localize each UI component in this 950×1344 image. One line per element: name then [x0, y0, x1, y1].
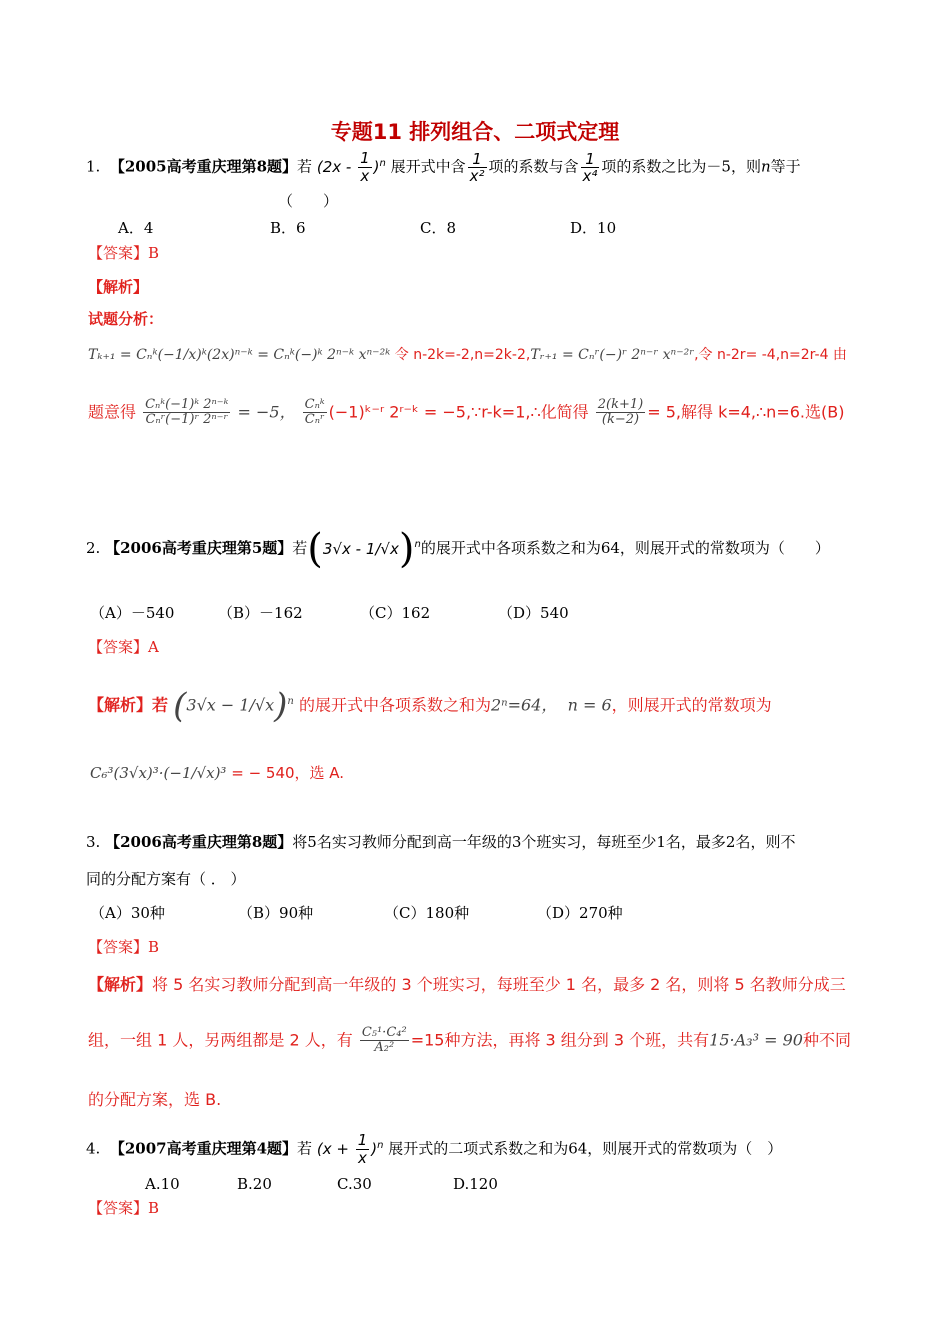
option-a: （A）－540 — [90, 604, 175, 622]
expression — [316, 149, 386, 185]
fraction — [356, 1132, 370, 1166]
option-a: A.10 — [145, 1175, 180, 1193]
formula: 2ⁿ=64， — [490, 695, 558, 715]
option-c: C.30 — [337, 1175, 372, 1193]
question-4-stem — [86, 1132, 782, 1166]
question-source: 【2006高考重庆理第5题】 — [105, 539, 293, 557]
analysis-line-1 — [88, 972, 846, 995]
analysis-text: ,令 n-2r= -4,n=2r-4 由 — [694, 347, 847, 363]
stem-text: 若 — [292, 539, 308, 557]
paren-close: ) — [274, 686, 288, 726]
analysis-label: 【解析】 — [88, 695, 153, 715]
formula: 15·A₃³ = 90 — [709, 1030, 803, 1050]
exponent: n — [379, 157, 386, 169]
denominator: x — [356, 1149, 370, 1167]
numerator: Cₙᵏ — [304, 397, 325, 412]
denominator: (k−2) — [596, 412, 645, 427]
stem-text: 展开式的二项式系数之和为64，则展开式的常数项为（ ） — [388, 1139, 783, 1158]
variable-n: n — [760, 157, 771, 176]
page-title: 专题11 排列组合、二项式定理 — [330, 120, 620, 144]
paren-close: ) — [398, 526, 415, 572]
analysis-text: 将 5 名实习教师分配到高一年级的 3 个班实习，每班至少 1 名，最多 2 名，则将 5 名教师分成三 — [152, 975, 846, 994]
question-number: 4. — [86, 1139, 101, 1158]
analysis-text: = − 540，选 A. — [231, 764, 345, 782]
option-d: （D）270种 — [537, 904, 623, 922]
numerator: 1 — [585, 149, 595, 168]
stem-text: 项的系数与含 — [488, 157, 579, 176]
option-d: （D）540 — [498, 604, 569, 622]
option-c: C．8 — [420, 219, 457, 237]
question-number: 1. — [86, 157, 101, 176]
option-a: A．4 — [118, 219, 154, 237]
analysis-line-1 — [88, 344, 847, 364]
question-3-stem-cont: 同的分配方案有（ ． ） — [86, 870, 246, 888]
option-b: （B）90种 — [238, 904, 314, 922]
question-source: 【2007高考重庆理第4题】 — [109, 1139, 298, 1158]
fraction — [468, 151, 487, 185]
denominator: A₂² — [360, 1040, 409, 1055]
option-b: B.20 — [237, 1175, 272, 1193]
question-number: 3. — [86, 833, 101, 851]
fraction — [581, 151, 600, 185]
analysis-line-3: 的分配方案，选 B. — [88, 1090, 222, 1109]
question-source: 【2006高考重庆理第8题】 — [105, 833, 293, 851]
question-3-stem — [86, 831, 795, 853]
stem-text: 的展开式中各项系数之和为64，则展开式的常数项为（ ） — [420, 539, 830, 557]
analysis-line-2 — [88, 1026, 851, 1056]
fraction — [303, 398, 327, 428]
formula: = −5， — [237, 402, 296, 422]
stem-text: 若 — [297, 157, 313, 176]
numerator: 1 — [472, 149, 482, 168]
numerator: 1 — [357, 1131, 368, 1149]
expression: (x + $\frac{1}{x}$ )$^n$ — [316, 1131, 384, 1167]
analysis-text: 组，一组 1 人，另两组都是 2 人，有 — [88, 1030, 353, 1050]
option-c: （C）180种 — [384, 904, 470, 922]
analysis-label: 【解析】 — [88, 278, 149, 296]
denominator: x⁴ — [582, 167, 598, 185]
denominator: Cₙʳ — [303, 412, 327, 427]
numerator: 1 — [360, 149, 370, 167]
option-b: （B）－162 — [218, 604, 303, 622]
question-source: 【2005高考重庆理第8题】 — [109, 157, 298, 176]
fraction — [358, 150, 372, 184]
formula: 3√x − 1/√x — [186, 695, 275, 715]
numerator: Cₙᵏ(−1)ᵏ 2ⁿ⁻ᵏ — [145, 397, 229, 412]
analysis-text: 题意得 — [88, 402, 137, 422]
stem-text: 展开式中含 — [390, 157, 466, 176]
fraction — [360, 1026, 409, 1056]
analysis-text: 种不同 — [802, 1030, 851, 1050]
analysis-label: 【解析】 — [88, 975, 153, 994]
formula: Tᵣ₊₁ = Cₙʳ(−)ʳ 2ⁿ⁻ʳ xⁿ⁻²ʳ — [530, 347, 695, 363]
analysis-text: (−1)ᵏ⁻ʳ 2ʳ⁻ᵏ = −5,∵r-k=1,∴化简得 — [328, 402, 589, 422]
analysis-line-1 — [88, 686, 772, 726]
analysis-line-2 — [90, 762, 344, 783]
exponent: n — [414, 539, 421, 550]
numerator: 2(k+1) — [597, 397, 644, 412]
answer-label: 【答案】A — [88, 638, 159, 656]
analysis-text: 的展开式中各项系数之和为 — [298, 695, 491, 715]
option-d: D．10 — [570, 219, 617, 237]
analysis-text: ，则展开式的常数项为 — [611, 695, 772, 715]
analysis-text: 若 — [152, 695, 169, 715]
answer-label: 【答案】B — [88, 938, 160, 956]
expr-text: (2x - — [316, 157, 357, 176]
analysis-text: =15种方法，再将 3 组分到 3 个班，共有 — [410, 1030, 710, 1050]
option-c: （C）162 — [360, 604, 431, 622]
option-a: （A）30种 — [90, 904, 165, 922]
denominator: Cₙʳ(−1)ʳ 2ⁿ⁻ʳ — [143, 412, 230, 427]
stem-text: 项的系数之比为－5，则 — [601, 157, 761, 176]
option-d: D.120 — [453, 1175, 498, 1193]
question-1-stem — [86, 150, 801, 185]
expr-close: ) — [373, 157, 380, 176]
option-b: B．6 — [270, 219, 306, 237]
analysis-line-2 — [88, 398, 844, 428]
denominator: x — [358, 167, 372, 185]
answer-label: 【答案】B — [88, 1199, 160, 1217]
answer-paren: （ ） — [278, 192, 339, 210]
stem-text: 将5名实习教师分配到高一年级的3个班实习，每班至少1名，最多2名，则不 — [292, 833, 796, 851]
expression: 3√x - 1/√x — [322, 540, 399, 558]
analysis-heading: 试题分析： — [88, 310, 164, 328]
formula: n = 6 — [567, 695, 612, 715]
fraction — [596, 398, 645, 428]
answer-label: 【答案】B — [88, 244, 160, 262]
denominator: x² — [469, 167, 485, 185]
numerator: C₅¹·C₄² — [361, 1025, 407, 1040]
exponent: n — [287, 696, 294, 708]
formula: Tₖ₊₁ = Cₙᵏ(−1/x)ᵏ(2x)ⁿ⁻ᵏ = Cₙᵏ(−)ᵏ 2ⁿ⁻ᵏ xⁿ⁻²ᵏ — [88, 347, 391, 363]
exponent: n — [377, 1139, 384, 1151]
analysis-text: 令 n-2k=-2,n=2k-2, — [394, 347, 531, 363]
stem-text: 若 — [297, 1139, 313, 1158]
stem-text: 等于 — [770, 157, 801, 176]
question-2-stem — [86, 526, 830, 572]
formula: C₆³(3√x)³·(−1/√x)³ — [90, 764, 227, 782]
paren-open: ( — [173, 686, 187, 726]
analysis-text: = 5,解得 k=4,∴n=6.选(B) — [647, 402, 845, 422]
fraction — [143, 398, 230, 428]
paren-open: ( — [307, 526, 323, 572]
question-number: 2. — [86, 539, 101, 557]
